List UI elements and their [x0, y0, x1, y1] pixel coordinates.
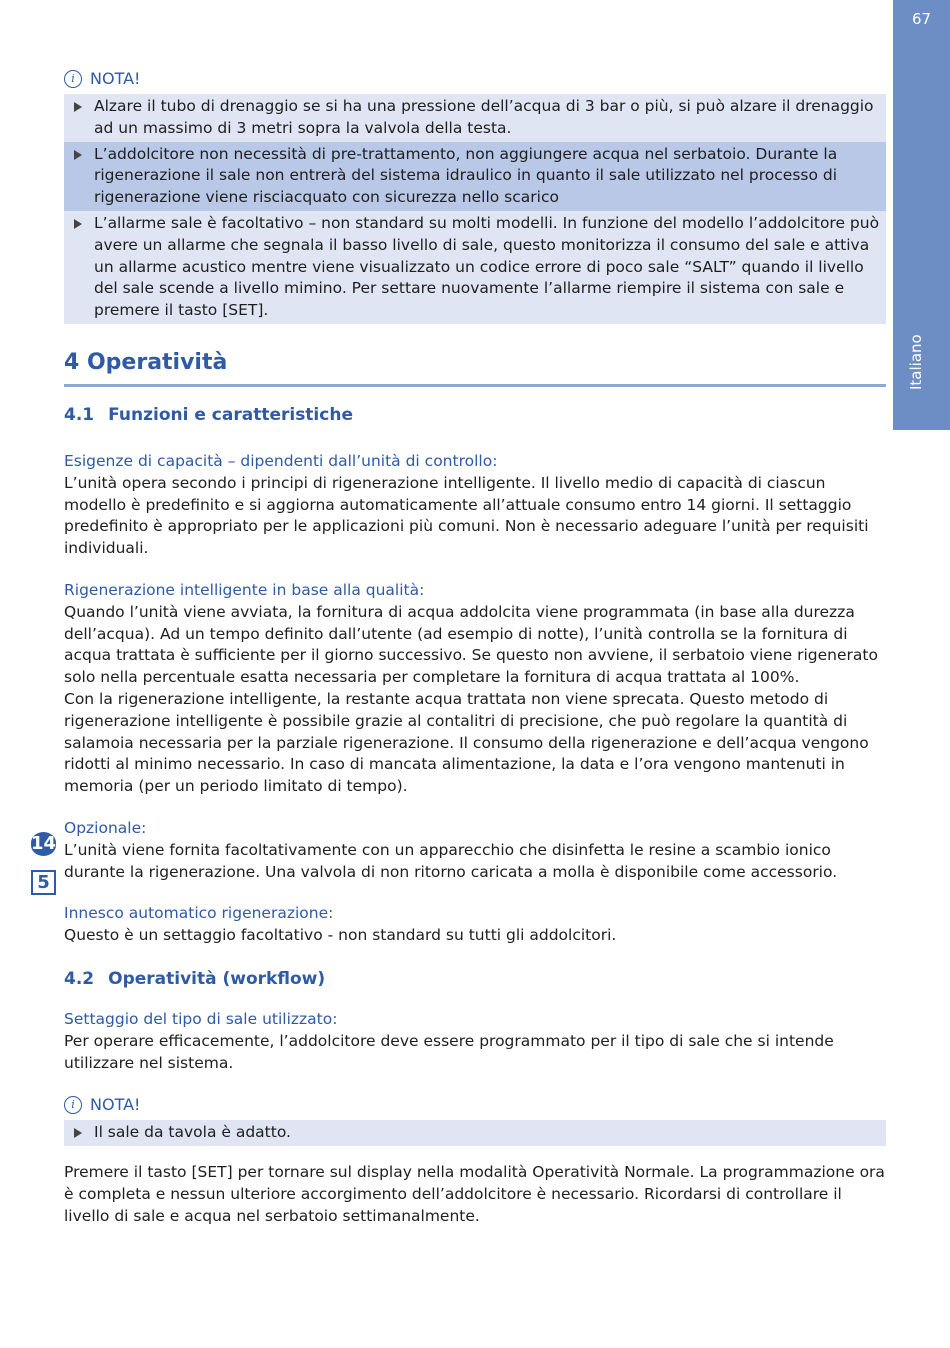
list-item: L’addolcitore non necessità di pre-trattamento, non aggiungere acqua nel serbatoio. Durante la rigenerazione il sale non entrerà del sistema idraulico in quanto il sale utilizzato nel processo di rigenerazione viene risciacquato con sicurezza nello scarico	[64, 142, 886, 211]
paragraph-title: Opzionale:	[64, 818, 147, 837]
info-icon: i	[64, 70, 82, 88]
nota-list	[64, 1120, 886, 1146]
list-item: Alzare il tubo di drenaggio se si ha una pressione dell’acqua di 3 bar o più, si può alzare il drenaggio ad un massimo di 3 metri sopra la valvola della testa.	[64, 94, 886, 142]
main-content	[64, 66, 886, 1227]
nota-heading	[64, 66, 886, 92]
list-item: L’allarme sale è facoltativo – non standard su molti modelli. In funzione del modello l’addolcitore può avere un allarme che segnala il basso livello di sale, questo monitorizza il consumo del sale e attiva un allarme acustico mentre viene visualizzato un codice errore di poco sale “SALT” quando il livello del sale scende a livello mimino. Per settare nuovamente l’allarme riempire il sistema con sale e premere il tasto [SET].	[64, 211, 886, 324]
paragraph-text: Premere il tasto [SET] per tornare sul display nella modalità Operatività Normale. La programmazione ora è completa e nessun ulteriore accorgimento dell’addolcitore è necessario. Ricordarsi di controllare il livello di sale e acqua nel serbatoio settimanalmente.	[64, 1163, 885, 1225]
paragraph-text: L’unità opera secondo i principi di rigenerazione intelligente. Il livello medio di capacità di ciascun modello è predefinito e si aggiorna automaticamente all’attuale consumo entro 14 giorni. Il settaggio predefinito è appropriato per le applicazioni più comuni. Non è necessario adeguare l’unità per requisiti individuali.	[64, 473, 869, 558]
paragraph-title: Esigenze di capacità – dipendenti dall’unità di controllo:	[64, 451, 498, 470]
nota-label: NOTA!	[90, 1095, 141, 1115]
subsection-heading: 4.2 Operatività (workflow)	[64, 968, 326, 989]
bullet-arrow-icon	[74, 219, 82, 229]
paragraph-text: Per operare efficacemente, l’addolcitore deve essere programmato per il tipo di sale che si intende utilizzare nel sistema.	[64, 1031, 834, 1072]
nota-label: NOTA!	[90, 69, 141, 88]
chapter-badge-circle: 14	[31, 833, 57, 854]
nota-list	[64, 94, 886, 324]
chapter-badge-square: 5	[31, 870, 56, 895]
bullet-arrow-icon	[74, 1128, 82, 1138]
bullet-arrow-icon	[74, 150, 82, 160]
paragraph-text: L’unità viene fornita facoltativamente con un apparecchio che disinfetta le resine a scambio ionico durante la rigenerazione. Una valvola di non ritorno caricata a molla è disponibile come accessorio.	[64, 840, 838, 881]
bullet-arrow-icon	[74, 102, 82, 112]
list-item: Il sale da tavola è adatto.	[64, 1120, 886, 1146]
paragraph-text: Quando l’unità viene avviata, la fornitura di acqua addolcita viene programmata (in base alla durezza dell’acqua). Ad un tempo definito dall’utente (ad esempio di notte), l’unità controlla se la fornitura di acqua trattata è sufficiente per il giorno successivo. Se questo non avviene, il serbatoio viene rigenerato solo nella percentuale esatta necessaria per completare la fornitura di acqua trattata al 100%.	[64, 602, 878, 687]
nota-heading	[64, 1092, 886, 1118]
section-heading: 4 Operatività	[64, 350, 886, 387]
subsection-heading: 4.1 Funzioni e caratteristiche	[64, 404, 353, 425]
paragraph-title: Settaggio del tipo di sale utilizzato:	[64, 1009, 338, 1028]
info-icon: i	[64, 1096, 82, 1114]
paragraph-text: Con la rigenerazione intelligente, la restante acqua trattata non viene sprecata. Questo metodo di rigenerazione intelligente è possibile grazie al contalitri di precisione, che può regolare la quantità di salamoia necessaria per la parziale rigenerazione. Il consumo della rigenerazione e dell’acqua vengono ridotti al minimo necessario. In caso di mancata alimentazione, la data e l’ora vengono mantenuti in memoria (per un periodo limitato di tempo).	[64, 689, 869, 796]
page-number: 67	[911, 10, 932, 28]
paragraph-title: Rigenerazione intelligente in base alla qualità:	[64, 580, 425, 599]
paragraph-text: Questo è un settaggio facoltativo - non standard su tutti gli addolcitori.	[64, 926, 617, 945]
paragraph-title: Innesco automatico rigenerazione:	[64, 904, 334, 923]
language-label: Italiano	[907, 334, 925, 390]
